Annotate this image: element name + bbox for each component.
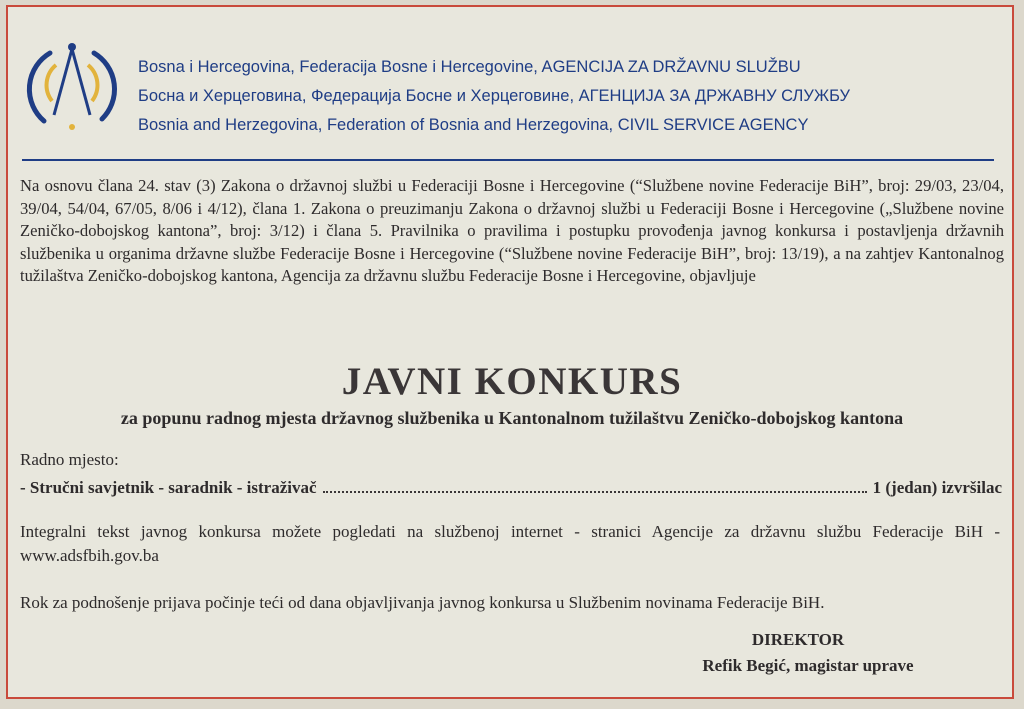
header-divider (22, 159, 994, 161)
page-title: JAVNI KONKURS (341, 360, 683, 403)
signature-name: Refik Begić, magistar uprave (702, 656, 914, 675)
signature-block (608, 627, 988, 679)
agency-name-serbian: Босна и Херцеговина, Федерација Босне и Херцеговине, АГЕНЦИЈА ЗА ДРЖАВНУ СЛУЖБУ (138, 87, 850, 105)
legal-basis-paragraph: Na osnovu člana 24. stav (3) Zakona o državnoj službi u Federaciji Bosne i Hercegovine (“Službene novine Federacije BiH”, broj: 29/03, 23/04, 39/04, 54/04, 67/05, 8/06 i 4/12), člana 1. Zakona o preuzimanju Zakona o državnoj službi u Federaciji Bosne i Hercegovine („Službene novine Zeničko-dobojskog kantona”, broj: 3/12) i člana 5. Pravilnika o pravilima i postupku provođenja javnog konkursa i postavljenja državnih službenika u organima državne službe Federacije Bosne i Hercegovine (“Službene novine Federacije BiH”, broj: 13/19), a na zahtjev Kantonalnog tužilaštva Zeničko-dobojskog kantona, Agencija za državnu službu Federacije Bosne i Hercegovine, objavljuje (20, 176, 1004, 286)
job-position-title: - Stručni savjetnik - saradnik - istraživač (20, 478, 317, 497)
job-position-row (20, 478, 1002, 502)
agency-header (22, 35, 998, 161)
page-subtitle: za popunu radnog mjesta državnog službenika u Kantonalnom tužilaštvu Zeničko-dobojskog kantona (120, 408, 904, 428)
advertisement-frame (6, 5, 1014, 699)
agency-logo-icon (22, 35, 122, 135)
signature-role: DIREKTOR (751, 630, 845, 649)
job-position-count: 1 (jedan) izvršilac (872, 478, 1002, 497)
agency-name-bosnian: Bosna i Hercegovina, Federacija Bosne i Hercegovine, AGENCIJA ZA DRŽAVNU SLUŽBU (138, 58, 801, 76)
agency-name-english: Bosnia and Herzegovina, Federation of Bosnia and Herzegovina, CIVIL SERVICE AGENCY (138, 116, 809, 134)
agency-name-block (138, 53, 850, 140)
deadline-paragraph: Rok za podnošenje prijava počinje teći od dana objavljivanja javnog konkursa u Službenim novinama Federacije BiH. (20, 593, 825, 612)
integral-text-paragraph: Integralni tekst javnog konkursa možete pogledati na službenoj internet - stranici Agencije za državnu službu Federacije BiH - www.adsfbih.gov.ba (20, 522, 1000, 565)
job-position-label: Radno mjesto: (20, 450, 119, 469)
dotted-leader (323, 478, 867, 493)
